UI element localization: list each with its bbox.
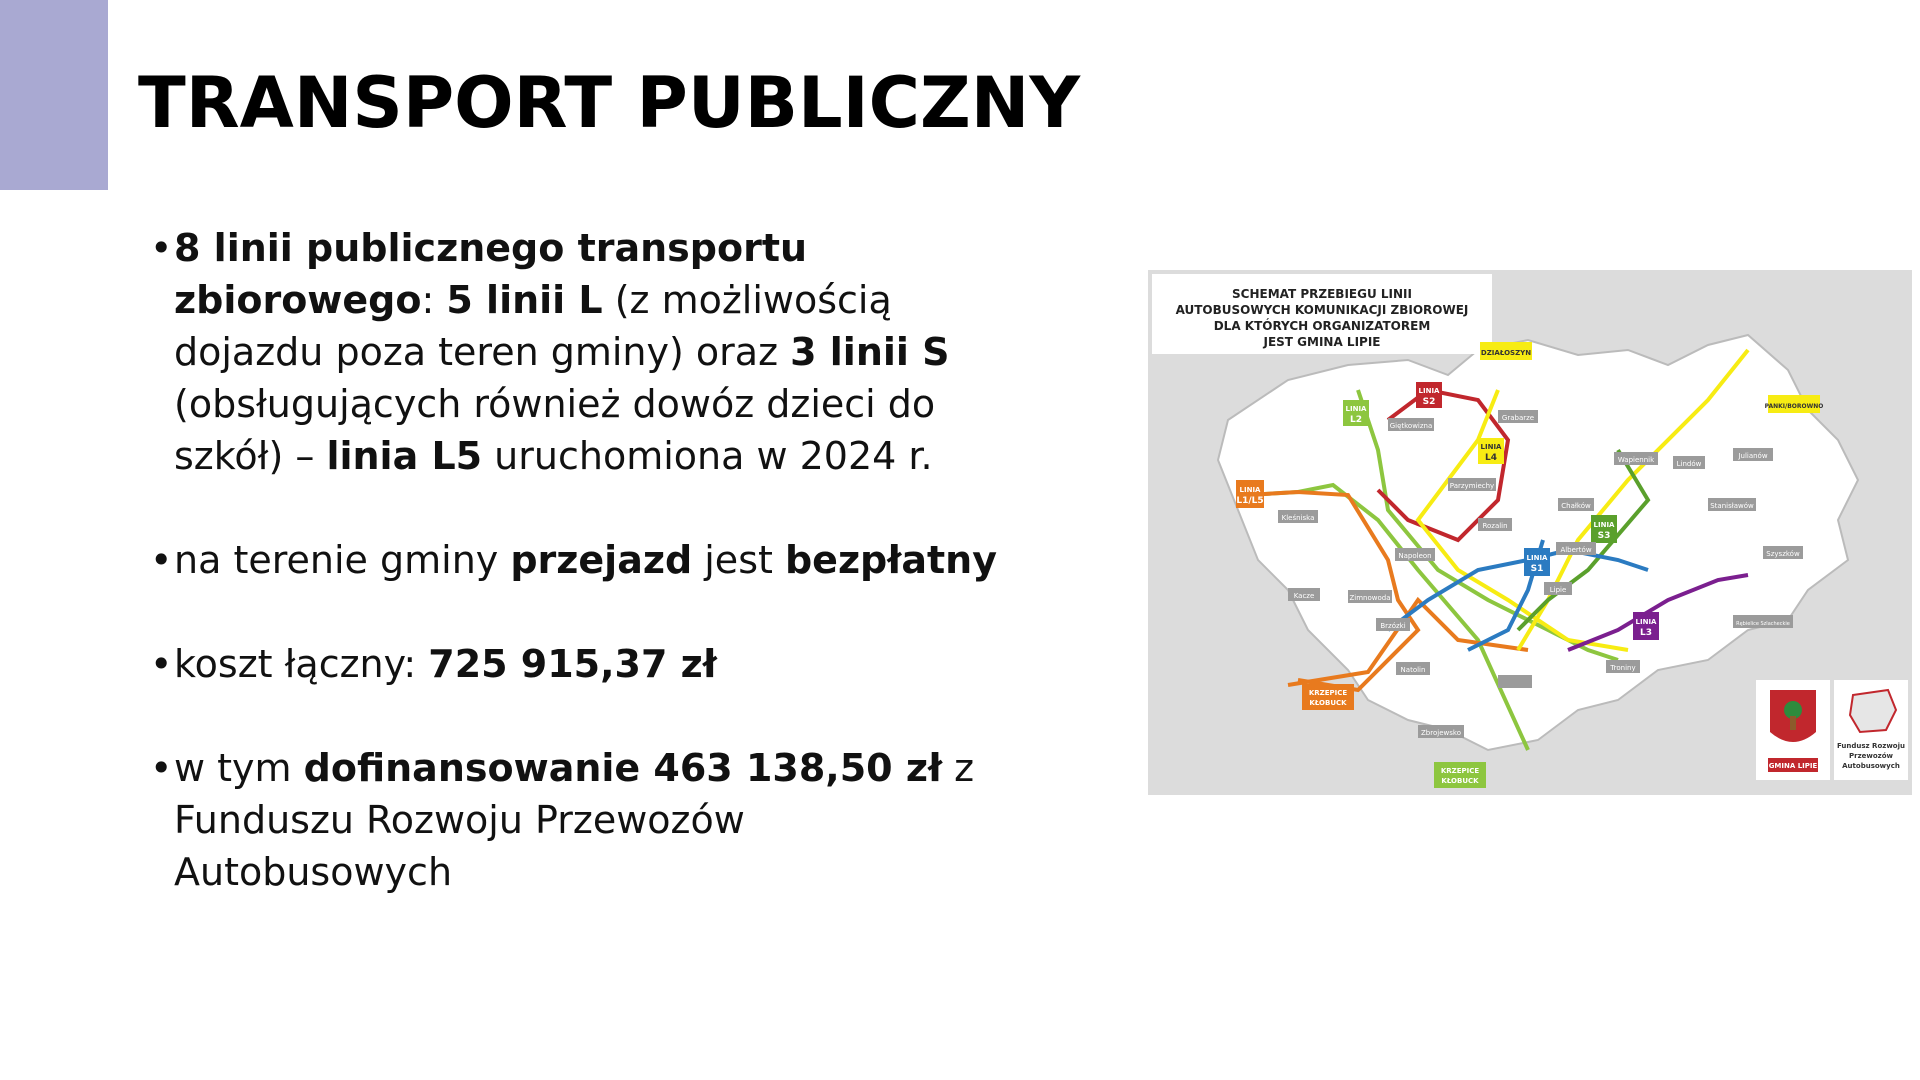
svg-text:Giętkowizna: Giętkowizna bbox=[1389, 422, 1433, 430]
external-bottom bbox=[1434, 762, 1486, 788]
free-ride-value: bezpłatny bbox=[784, 538, 997, 582]
lines-count: 8 linii publicznego transportu zbiorowego bbox=[174, 226, 808, 322]
s-lines: 3 linii S bbox=[790, 330, 950, 374]
svg-text:S2: S2 bbox=[1422, 397, 1436, 407]
funding-value: dofinansowanie 463 138,50 zł bbox=[303, 746, 943, 790]
bullet-dot: • bbox=[150, 746, 173, 790]
external-right bbox=[1765, 395, 1824, 413]
map-heading-4: JEST GMINA LIPIE bbox=[1263, 335, 1381, 349]
svg-text:Zbrojewsko: Zbrojewsko bbox=[1421, 729, 1461, 737]
accent-bar bbox=[0, 0, 108, 190]
svg-text:Kacze: Kacze bbox=[1293, 592, 1315, 600]
badge-l4 bbox=[1478, 438, 1504, 464]
page-title: TRANSPORT PUBLICZNY bbox=[138, 62, 1081, 144]
svg-text:S1: S1 bbox=[1530, 564, 1544, 574]
badge-s2 bbox=[1416, 382, 1442, 408]
bullet-dot: • bbox=[150, 538, 173, 582]
external-left bbox=[1302, 684, 1354, 710]
svg-text:L1/L5: L1/L5 bbox=[1236, 496, 1264, 506]
svg-text:LINIA: LINIA bbox=[1418, 387, 1440, 395]
svg-text:Chałków: Chałków bbox=[1561, 502, 1591, 510]
svg-text:KŁOBUCK: KŁOBUCK bbox=[1441, 777, 1479, 785]
svg-text:Grabarze: Grabarze bbox=[1501, 414, 1535, 422]
svg-text:Lindów: Lindów bbox=[1676, 460, 1702, 468]
svg-text:PANKI/BOROWNO: PANKI/BOROWNO bbox=[1764, 403, 1824, 410]
svg-text:S3: S3 bbox=[1597, 531, 1611, 541]
bullet-free-ride bbox=[150, 534, 1030, 586]
svg-text:L2: L2 bbox=[1350, 415, 1362, 425]
bullet-lines bbox=[150, 222, 1030, 482]
svg-text:LINIA: LINIA bbox=[1345, 405, 1367, 413]
svg-text:Autobusowych: Autobusowych bbox=[1842, 762, 1900, 770]
badge-l2 bbox=[1343, 400, 1369, 426]
bullet-dot: • bbox=[150, 642, 173, 686]
external-top bbox=[1480, 342, 1532, 360]
svg-text:Parzymiechy: Parzymiechy bbox=[1449, 482, 1495, 490]
badge-l1l5 bbox=[1236, 480, 1264, 508]
badge-s3 bbox=[1591, 515, 1617, 543]
svg-text:L4: L4 bbox=[1485, 453, 1497, 463]
map-heading-2: AUTOBUSOWYCH KOMUNIKACJI ZBIOROWEJ bbox=[1175, 303, 1469, 317]
svg-text:Fundusz Rozwoju: Fundusz Rozwoju bbox=[1836, 742, 1906, 750]
svg-text:Brzózki: Brzózki bbox=[1380, 622, 1406, 630]
l-lines-desc: (z możliwością dojazdu poza teren gminy) oraz bbox=[174, 278, 892, 374]
svg-text:DZIAŁOSZYN: DZIAŁOSZYN bbox=[1480, 349, 1532, 357]
svg-text:Natolin: Natolin bbox=[1400, 666, 1426, 674]
svg-text:Julianów: Julianów bbox=[1738, 452, 1768, 460]
map-heading-1: SCHEMAT PRZEBIEGU LINII bbox=[1232, 287, 1412, 301]
bullet-funding bbox=[150, 742, 1030, 898]
total-cost-value: 725 915,37 zł bbox=[428, 642, 717, 686]
svg-text:KRZEPICE: KRZEPICE bbox=[1308, 689, 1348, 697]
svg-text:Zimnowoda: Zimnowoda bbox=[1349, 594, 1391, 602]
free-ride-text: na terenie gminy bbox=[174, 538, 511, 582]
gmina-lipie-logo bbox=[1756, 680, 1830, 780]
svg-text:GMINA LIPIE: GMINA LIPIE bbox=[1768, 762, 1818, 770]
svg-text:Stanisławów: Stanisławów bbox=[1710, 502, 1754, 510]
svg-text:Wapiennik: Wapiennik bbox=[1617, 456, 1655, 464]
free-ride-is: jest bbox=[692, 538, 785, 582]
bullet-dot: • bbox=[150, 226, 173, 270]
l-lines: 5 linii L bbox=[446, 278, 603, 322]
svg-text:L3: L3 bbox=[1640, 628, 1652, 638]
svg-text:Napoleon: Napoleon bbox=[1398, 552, 1432, 560]
badge-l3 bbox=[1633, 612, 1659, 640]
svg-text:Szyszków: Szyszków bbox=[1766, 550, 1800, 558]
badge-s1 bbox=[1524, 548, 1550, 576]
svg-text:LINIA: LINIA bbox=[1526, 554, 1548, 562]
svg-text:Lipie: Lipie bbox=[1549, 586, 1567, 594]
route-map-svg bbox=[1148, 270, 1912, 795]
svg-text:LINIA: LINIA bbox=[1239, 486, 1261, 494]
funding-prefix: w tym bbox=[174, 746, 304, 790]
map-heading-3: DLA KTÓRYCH ORGANIZATOREM bbox=[1213, 319, 1431, 333]
svg-text:LINIA: LINIA bbox=[1480, 443, 1502, 451]
svg-text:Kleśniska: Kleśniska bbox=[1281, 514, 1315, 522]
bullet-list bbox=[150, 222, 1030, 898]
svg-text:LINIA: LINIA bbox=[1593, 521, 1615, 529]
funding-source: z Funduszu Rozwoju Przewozów Autobusowych bbox=[174, 746, 975, 894]
bus-route-map bbox=[1148, 270, 1912, 795]
svg-text:Rozalin: Rozalin bbox=[1482, 522, 1508, 530]
total-cost-label: koszt łączny: bbox=[174, 642, 429, 686]
svg-text:KŁOBUCK: KŁOBUCK bbox=[1309, 699, 1347, 707]
line-l5-desc: uruchomiona w 2024 r. bbox=[482, 434, 933, 478]
svg-text:KRZEPICE: KRZEPICE bbox=[1440, 767, 1480, 775]
svg-text:Troniny: Troniny bbox=[1610, 664, 1636, 672]
fundusz-logo bbox=[1834, 680, 1908, 780]
svg-text:LINIA: LINIA bbox=[1635, 618, 1657, 626]
svg-text:Przewozów: Przewozów bbox=[1848, 752, 1894, 760]
lines-text: : bbox=[421, 278, 447, 322]
svg-text:Albertów: Albertów bbox=[1560, 546, 1592, 554]
svg-text:Rębielice Szlacheckie: Rębielice Szlacheckie bbox=[1736, 621, 1790, 627]
s-lines-desc: (obsługujących również dowóz dzieci do szkół) – bbox=[174, 382, 936, 478]
bullet-total-cost bbox=[150, 638, 1030, 690]
free-ride-word: przejazd bbox=[510, 538, 693, 582]
line-l5: linia L5 bbox=[326, 434, 483, 478]
